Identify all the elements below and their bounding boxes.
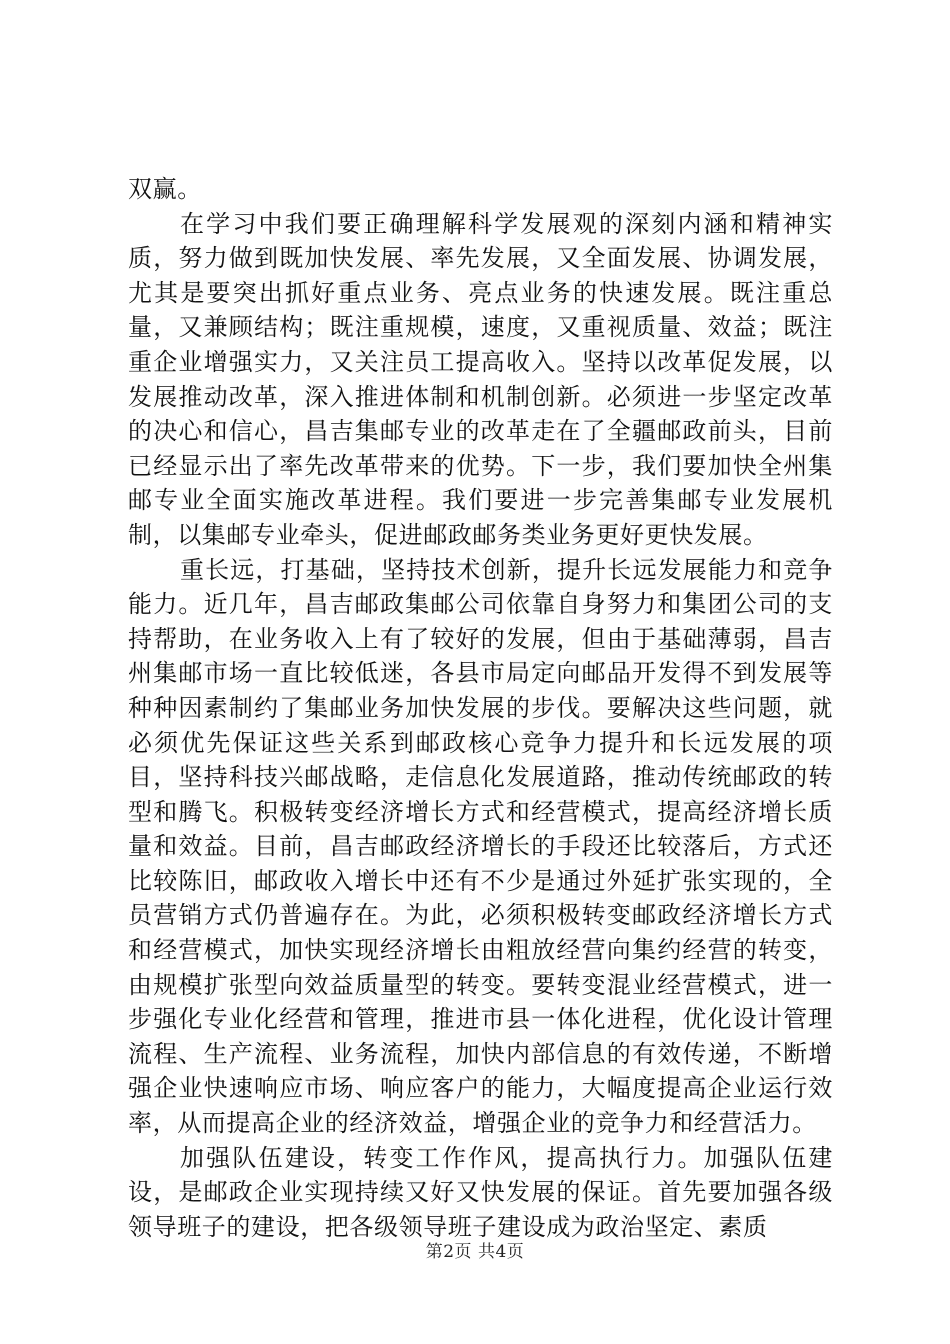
paragraph-continuation: 双赢。 — [128, 175, 202, 203]
paragraph-long-term-development: 重长远，打基础，坚持技术创新，提升长远发展能力和竞争能力。近几年，昌吉邮政集邮公司依靠自身努力和集团公司的支持帮助，在业务收入上有了较好的发展，但由于基础薄弱，昌吉州集邮市场一直比较低迷，各县市局定向邮品开发得不到发展等种种因素制约了集邮业务加快发展的步伐。要解决这些问题，就必须优先保证这些关系到邮政核心竞争力提升和长远发展的项目，坚持科技兴邮战略，走信息化发展道路，推动传统邮政的转型和腾飞。积极转变经济增长方式和经营模式，提高经济增长质量和效益。目前，昌吉邮政经济增长的手段还比较落后，方式还比较陈旧，邮政收入增长中还有不少是通过外延扩张实现的，全员营销方式仍普遍存在。为此，必须积极转变邮政经济增长方式和经营模式，加快实现经济增长由粗放经营向集约经营的转变，由规模扩张型向效益质量型的转变。要转变混业经营模式，进一步强化专业化经营和管理，推进市县一体化进程，优化设计管理流程、生产流程、业务流程，加快内部信息的有效传递，不断增强企业快速响应市场、响应客户的能力，大幅度提高企业运行效率，从而提高企业的经济效益，增强企业的竞争力和经营活力。 — [128, 555, 833, 1138]
document-body — [128, 172, 833, 1244]
page-footer: 第2页 共4页 — [425, 1242, 525, 1262]
paragraph-team-building: 加强队伍建设，转变工作作风，提高执行力。加强队伍建设，是邮政企业实现持续又好又快发展的保证。首先要加强各级领导班子的建设，把各级领导班子建设成为政治坚定、素质 — [128, 1143, 833, 1241]
paragraph-scientific-development: 在学习中我们要正确理解科学发展观的深刻内涵和精神实质，努力做到既加快发展、率先发展，又全面发展、协调发展，尤其是要突出抓好重点业务、亮点业务的快速发展。既注重总量，又兼顾结构；既注重规模，速度，又重视质量、效益；既注重企业增强实力，又关注员工提高收入。坚持以改革促发展，以发展推动改革，深入推进体制和机制创新。必须进一步坚定改革的决心和信心，昌吉集邮专业的改革走在了全疆邮政前头，目前已经显示出了率先改革带来的优势。下一步，我们要加快全州集邮专业全面实施改革进程。我们要进一步完善集邮专业发展机制，以集邮专业牵头，促进邮政邮务类业务更好更快发展。 — [128, 209, 833, 549]
